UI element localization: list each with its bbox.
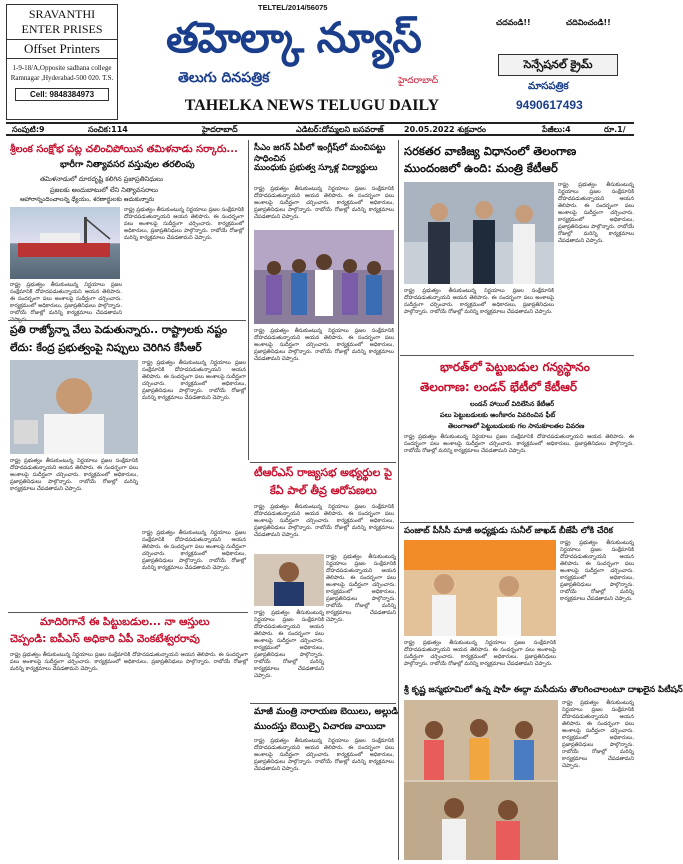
- share-tag: చదివించండి!!: [566, 18, 611, 27]
- students-group-icon: [254, 230, 394, 324]
- price: రూ.1/: [604, 125, 626, 134]
- narayana-headline: మాజీ మంత్రి నారాయణ బెయిలు, అల్లుడి: [254, 707, 399, 717]
- printer-address: 1-9-18/A,Opposite sadhana college Ramnagar ,Hyderabad-500 020. T.S.: [10, 64, 114, 82]
- printer-name-line3: Offset Printers: [7, 39, 117, 59]
- punjab-headline: పంజాబ్ పీసీసీ మాజీ అధ్యక్షుడు సునీల్ జాఖడ్ బీజేపీ లోకి చేరిక: [404, 526, 613, 536]
- eidgah-body: రాష్ట్ర ప్రభుత్వం తీసుకుంటున్న నిర్ణయాలు ప్రజల సంక్షేమానికి దోహదపడుతున్నాయని ఆయన తెలిపారు. ఈ సందర్భంగా పలు అంశాలపై సుదీర్ఘంగా చర్చించారు. కార్యక్రమంలో అధికారులు, ప్రజాప్రతినిధులు పాల్గొన్నారు. రాబోయే రోజుల్లో మరిన్ని కార్యక్రమాలు చేపడతామని చెప్పారు.: [562, 700, 634, 769]
- ka-paul-headline: టీఆర్ఎస్ రాజ్యసభ అభ్యర్థుల పై: [254, 466, 392, 479]
- srilanka-bullet1: తమిళనాడులో దూరదృష్టి కలిగిన ప్రజాప్రతినిధులు: [40, 175, 163, 183]
- eidgah-headline: శ్రీ కృష్ణ జన్మభూమిలో ఉన్న షాహీ ఈద్గా మసీదును తొలగించాలంటూ దాఖలైన పిటీషన్: [404, 685, 683, 695]
- right-ad-box: [482, 4, 634, 120]
- kcr-photo: [10, 360, 138, 454]
- ka-paul-photo: [254, 554, 324, 606]
- issue: సంచిక:114: [88, 125, 128, 134]
- ktr-london-point1: లండన్ హాయిల్ విదిలేసిన కేటీఆర్: [470, 400, 555, 408]
- srilanka-subhead: భారీగా నిత్యావసర వస్తువుల తరలింపు: [60, 160, 195, 170]
- ips-headline: మాదిరిగానే ఈ పిట్టుబడుల... నా ఆస్తులు: [40, 616, 210, 628]
- students-photo: [254, 230, 394, 324]
- english-schools-subhead: ముంధుకు ప్రభుత్వ స్కూళ్ల విద్యార్థులు: [254, 163, 378, 173]
- ktr-trade-body-right: రాష్ట్ర ప్రభుత్వం తీసుకుంటున్న నిర్ణయాలు ప్రజల సంక్షేమానికి దోహదపడుతున్నాయని ఆయన తెలిపారు. ఈ సందర్భంగా పలు అంశాలపై సుదీర్ఘంగా చర్చించారు. కార్యక్రమంలో అధికారులు, ప్రజాప్రతినిధులు పాల్గొన్నారు. రాబోయే రోజుల్లో మరిన్ని కార్యక్రమాలు చేపడతామని చెప్పారు.: [558, 182, 634, 244]
- crime-phone: 9490617493: [516, 98, 583, 112]
- srilanka-bullet3: ఆహారాన్నందించాలన్న ధ్యేయం, శరణార్థులకు ఆదుకున్నారు: [20, 196, 155, 203]
- srilanka-bullet2: ప్రజలకు అందుబాటులో లేని నిత్యావసరాలు: [50, 186, 159, 194]
- printer-name-line1: SRAVANTHI: [28, 7, 96, 21]
- bjp-joining-icon: [404, 540, 556, 636]
- english-schools-body2: రాష్ట్ర ప్రభుత్వం తీసుకుంటున్న నిర్ణయాలు ప్రజల సంక్షేమానికి దోహదపడుతున్నాయని ఆయన తెలిపారు. ఈ సందర్భంగా పలు అంశాలపై సుదీర్ఘంగా చర్చించారు. కార్యక్రమంలో అధికారులు, ప్రజాప్రతినిధులు పాల్గొన్నారు. రాబోయే రోజుల్లో మరిన్ని కార్యక్రమాలు చేపడతామని చెప్పారు.: [254, 328, 394, 362]
- registration-number: TELTEL/2014/56075: [258, 3, 328, 12]
- ktr-london-point2: పలు పెట్టుబడులకు అంగీకారం వివరించిన ఫీట్: [440, 411, 556, 419]
- printer-name-line2: ENTER PRISES: [21, 22, 103, 36]
- editor-name: ఎడిటర్:దోమ్మలని బసవరాజ్: [296, 125, 384, 134]
- info-bar: [6, 122, 634, 136]
- masthead-city: హైదరాబాద్: [398, 76, 439, 86]
- kcr-portrait-icon: [10, 360, 138, 454]
- crime-masthead: సెన్సేషనల్ క్రైమ్: [498, 54, 618, 76]
- ka-paul-body2: రాష్ట్ర ప్రభుత్వం తీసుకుంటున్న నిర్ణయాలు ప్రజల సంక్షేమానికి దోహదపడుతున్నాయని ఆయన తెలిపారు. ఈ సందర్భంగా పలు అంశాలపై సుదీర్ఘంగా చర్చించారు. కార్యక్రమంలో అధికారులు, ప్రజాప్రతినిధులు పాల్గొన్నారు. రాబోయే రోజుల్లో మరిన్ని కార్యక్రమాలు చేపడతామని చెప్పారు.: [326, 554, 396, 623]
- kcr-subhead: లేదు: కేంద్ర ప్రభుత్వంపై నిప్పులు చెరిగిన కేసీఆర్: [10, 342, 202, 354]
- ktr-trade-headline: సరకతర వాణిజ్య విధానంలో తెలంగాణ ముందంజలో ఉంది: మంత్రి కేటీఆర్: [404, 144, 577, 175]
- punjab-photo: [404, 540, 556, 636]
- narayana-body: రాష్ట్ర ప్రభుత్వం తీసుకుంటున్న నిర్ణయాలు ప్రజల సంక్షేమానికి దోహదపడుతున్నాయని ఆయన తెలిపారు. ఈ సందర్భంగా పలు అంశాలపై సుదీర్ఘంగా చర్చించారు. కార్యక్రమంలో అధికారులు, ప్రజాప్రతినిధులు పాల్గొన్నారు. రాబోయే రోజుల్లో మరిన్ని కార్యక్రమాలు చేపడతామని చెప్పారు.: [254, 738, 394, 772]
- narayana-subhead: ముందస్తు బెయిల్పై విచారణ వాయిదా: [254, 722, 386, 732]
- srilanka-body-right: రాష్ట్ర ప్రభుత్వం తీసుకుంటున్న నిర్ణయాలు ప్రజల సంక్షేమానికి దోహదపడుతున్నాయని ఆయన తెలిపారు. ఈ సందర్భంగా పలు అంశాలపై సుదీర్ఘంగా చర్చించారు. కార్యక్రమంలో అధికారులు, ప్రజాప్రతినిధులు పాల్గొన్నారు. రాబోయే రోజుల్లో మరిన్ని కార్యక్రమాలు చేపడతామని చెప్పారు.: [124, 207, 244, 241]
- kcr-body-right: రాష్ట్ర ప్రభుత్వం తీసుకుంటున్న నిర్ణయాలు ప్రజల సంక్షేమానికి దోహదపడుతున్నాయని ఆయన తెలిపారు. ఈ సందర్భంగా పలు అంశాలపై సుదీర్ఘంగా చర్చించారు. కార్యక్రమంలో అధికారులు, ప్రజాప్రతినిధులు పాల్గొన్నారు. రాబోయే రోజుల్లో మరిన్ని కార్యక్రమాలు చేపడతామని చెప్పారు.: [142, 360, 246, 401]
- cargo-ship-icon: [10, 207, 120, 279]
- ktr-london-subhead: తెలంగాణ: లండన్ భేటీలో కేటీఆర్: [420, 380, 577, 394]
- event-photo: [404, 700, 558, 860]
- ka-paul-subhead: కేఏ పాల్ తీవ్ర ఆరోపణలు: [270, 484, 377, 497]
- ips-body: రాష్ట్ర ప్రభుత్వం తీసుకుంటున్న నిర్ణయాలు ప్రజల సంక్షేమానికి దోహదపడుతున్నాయని ఆయన తెలిపారు. ఈ సందర్భంగా పలు అంశాలపై సుదీర్ఘంగా చర్చించారు. కార్యక్రమంలో అధికారులు, ప్రజాప్రతినిధులు పాల్గొన్నారు. రాబోయే రోజుల్లో మరిన్ని కార్యక్రమాలు చేపడతామని చెప్పారు.: [10, 652, 248, 672]
- ktr-london-headline: భారత్‌లో పెట్టుబడుల గన్యస్థానం: [440, 360, 590, 374]
- srilanka-headline: శ్రీలంక సంక్షోభ పట్ల చలించిపోయిన తమిళనాడు సర్కారు...: [10, 144, 238, 155]
- punjab-body-right: రాష్ట్ర ప్రభుత్వం తీసుకుంటున్న నిర్ణయాలు ప్రజల సంక్షేమానికి దోహదపడుతున్నాయని ఆయన తెలిపారు. ఈ సందర్భంగా పలు అంశాలపై సుదీర్ఘంగా చర్చించారు. కార్యక్రమంలో అధికారులు, ప్రజాప్రతినిధులు పాల్గొన్నారు. రాబోయే రోజుల్లో మరిన్ని కార్యక్రమాలు చేపడతామని చెప్పారు.: [560, 540, 634, 602]
- srilanka-body-left: రాష్ట్ర ప్రభుత్వం తీసుకుంటున్న నిర్ణయాలు ప్రజల సంక్షేమానికి దోహదపడుతున్నాయని ఆయన తెలిపారు. ఈ సందర్భంగా పలు అంశాలపై సుదీర్ఘంగా చర్చించారు. కార్యక్రమంలో అధికారులు, ప్రజాప్రతినిధులు పాల్గొన్నారు. రాబోయే రోజుల్లో మరిన్ని కార్యక్రమాలు చేపడతామని: [10, 282, 122, 316]
- punjab-body-left: రాష్ట్ర ప్రభుత్వం తీసుకుంటున్న నిర్ణయాలు ప్రజల సంక్షేమానికి దోహదపడుతున్నాయని ఆయన తెలిపారు. ఈ సందర్భంగా పలు అంశాలపై సుదీర్ఘంగా చర్చించారు. కార్యక్రమంలో అధికారులు, ప్రజాప్రతినిధులు పాల్గొన్నారు. రాబోయే రోజుల్లో మరిన్ని కార్యక్రమాలు చేపడతామని చెప్పారు.: [404, 640, 556, 667]
- ka-paul-portrait-icon: [254, 554, 324, 606]
- kcr-body-left: రాష్ట్ర ప్రభుత్వం తీసుకుంటున్న నిర్ణయాలు ప్రజల సంక్షేమానికి దోహదపడుతున్నాయని ఆయన తెలిపారు. ఈ సందర్భంగా పలు అంశాలపై సుదీర్ఘంగా చర్చించారు. కార్యక్రమంలో అధికారులు, ప్రజాప్రతినిధులు పాల్గొన్నారు. రాబోయే రోజుల్లో మరిన్ని కార్యక్రమాలు చేపడతామని చెప్పారు.: [10, 458, 138, 492]
- infobar-city: హైదరాబాద్: [202, 125, 238, 134]
- kcr-body-lower: రాష్ట్ర ప్రభుత్వం తీసుకుంటున్న నిర్ణయాలు ప్రజల సంక్షేమానికి దోహదపడుతున్నాయని ఆయన తెలిపారు. ఈ సందర్భంగా పలు అంశాలపై సుదీర్ఘంగా చర్చించారు. కార్యక్రమంలో అధికారులు, ప్రజాప్రతినిధులు పాల్గొన్నారు. రాబోయే రోజుల్లో మరిన్ని కార్యక్రమాలు చేపడతామని చెప్పారు.: [142, 530, 246, 571]
- kcr-headline: ప్రతి రాజ్యోన్నా వేలు పెడుతున్నారు.. రాష్ట్రాలకు నష్టం: [10, 324, 228, 336]
- issue-date: 20.05.2022 శుక్రవారం: [404, 125, 486, 134]
- event-collage-icon: [404, 700, 558, 860]
- english-title: TAHELKA NEWS TELUGU DAILY: [184, 97, 440, 114]
- printer-ad-box: [6, 4, 118, 120]
- read-tag: చదవండి!!: [496, 18, 531, 27]
- crime-subtitle: మాసపత్రిక: [528, 81, 569, 92]
- page-count: పేజీలు:4: [542, 125, 571, 134]
- ka-paul-body: రాష్ట్ర ప్రభుత్వం తీసుకుంటున్న నిర్ణయాలు ప్రజల సంక్షేమానికి దోహదపడుతున్నాయని ఆయన తెలిపారు. ఈ సందర్భంగా పలు అంశాలపై సుదీర్ఘంగా చర్చించారు. కార్యక్రమంలో అధికారులు, ప్రజాప్రతినిధులు పాల్గొన్నారు. రాబోయే రోజుల్లో మరిన్ని కార్యక్రమాలు చేపడతామని చెప్పారు.: [254, 504, 394, 538]
- volume: సంపుటి:9: [12, 125, 45, 134]
- ship-photo: [10, 207, 120, 279]
- english-schools-body: రాష్ట్ర ప్రభుత్వం తీసుకుంటున్న నిర్ణయాలు ప్రజల సంక్షేమానికి దోహదపడుతున్నాయని ఆయన తెలిపారు. ఈ సందర్భంగా పలు అంశాలపై సుదీర్ఘంగా చర్చించారు. కార్యక్రమంలో అధికారులు, ప్రజాప్రతినిధులు పాల్గొన్నారు. రాబోయే రోజుల్లో మరిన్ని కార్యక్రమాలు చేపడతామని చెప్పారు.: [254, 186, 394, 220]
- english-schools-headline: సీఎం జగన్ ఏపీలో ఇంగ్లీష్‌లో మంచిపట్టు సాధించిన: [254, 143, 386, 164]
- ips-subhead: చెప్పండి: ఐపీఎస్ అధికారి ఏపీ వెంకటేశ్వరరావు: [10, 633, 200, 645]
- masthead-subtitle: తెలుగు దినపత్రిక: [178, 70, 270, 86]
- ktr-trade-body-left: రాష్ట్ర ప్రభుత్వం తీసుకుంటున్న నిర్ణయాలు ప్రజల సంక్షేమానికి దోహదపడుతున్నాయని ఆయన తెలిపారు. ఈ సందర్భంగా పలు అంశాలపై సుదీర్ఘంగా చర్చించారు. కార్యక్రమంలో అధికారులు, ప్రజాప్రతినిధులు పాల్గొన్నారు. రాబోయే రోజుల్లో మరిన్ని కార్యక్రమాలు చేపడతామని చెప్పారు.: [404, 288, 554, 315]
- printer-cell: Cell: 9848384973: [15, 88, 109, 101]
- ka-paul-body3: రాష్ట్ర ప్రభుత్వం తీసుకుంటున్న నిర్ణయాలు ప్రజల సంక్షేమానికి దోహదపడుతున్నాయని ఆయన తెలిపారు. ఈ సందర్భంగా పలు అంశాలపై సుదీర్ఘంగా చర్చించారు. కార్యక్రమంలో అధికారులు, ప్రజాప్రతినిధులు పాల్గొన్నారు. రాబోయే రోజుల్లో మరిన్ని కార్యక్రమాలు చేపడతామని చెప్పారు.: [254, 610, 324, 679]
- ktr-london-body: రాష్ట్ర ప్రభుత్వం తీసుకుంటున్న నిర్ణయాలు ప్రజల సంక్షేమానికి దోహదపడుతున్నాయని ఆయన తెలిపారు. ఈ సందర్భంగా పలు అంశాలపై సుదీర్ఘంగా చర్చించారు. కార్యక్రమంలో అధికారులు, ప్రజాప్రతినిధులు పాల్గొన్నారు. రాబోయే రోజుల్లో మరిన్ని కార్యక్రమాలు చేపడతామని చెప్పారు.: [404, 434, 634, 454]
- ktr-meeting-photo: [404, 182, 554, 284]
- masthead-title: తహెల్కా న్యూస్: [166, 13, 421, 62]
- ktr-london-point3: తెలంగాణలో పెట్టుబడులకు గల సానుకూలతల వివరణ: [448, 422, 585, 430]
- meeting-people-icon: [404, 182, 554, 284]
